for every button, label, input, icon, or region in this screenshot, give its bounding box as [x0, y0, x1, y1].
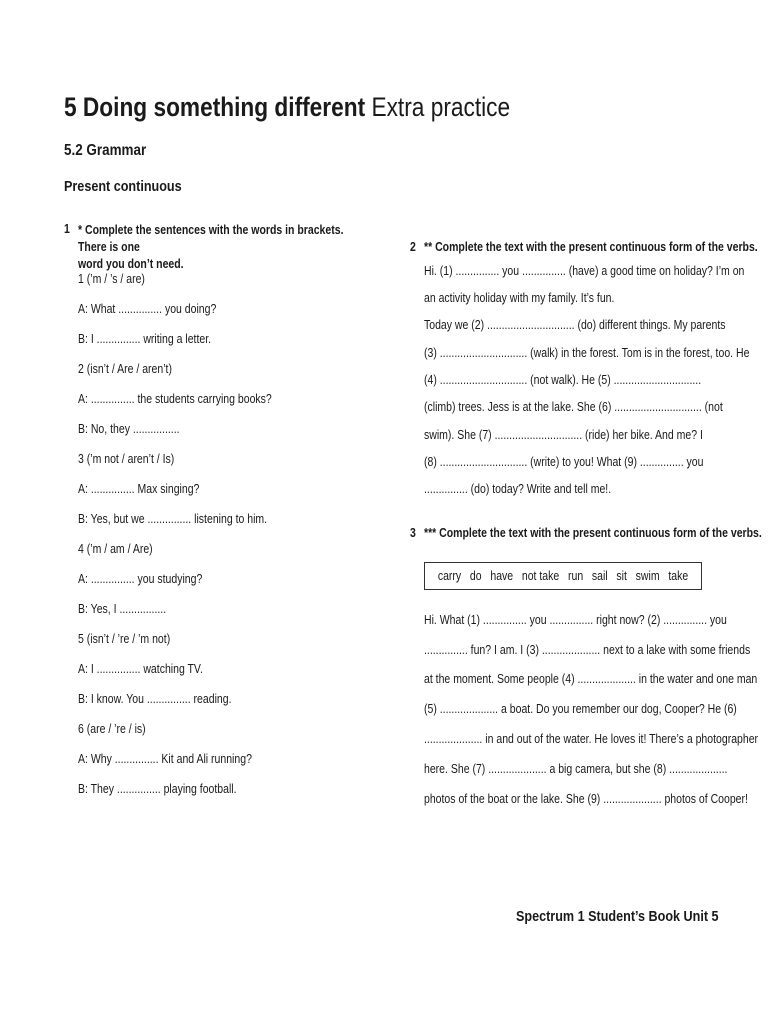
exercise-3-line: ............... fun? I am. I (3) .................... next to a lake with some friends	[424, 643, 751, 657]
exercise-1-line: B: I know. You ............... reading.	[78, 692, 232, 706]
exercise-2-line: (3) .............................. (walk) in the forest. Tom is in the forest, too. He	[424, 346, 750, 360]
exercise-2-line: ............... (do) today? Write and tell me!.	[424, 482, 612, 496]
exercise-1-line: A: Why ............... Kit and Ali running?	[78, 752, 252, 766]
exercise-2-instruction	[424, 240, 768, 254]
exercise-2-number-text: 2	[410, 240, 416, 254]
page-footer-text: Spectrum 1 Student’s Book Unit 5	[516, 908, 719, 925]
exercise-1-line: A: I ............... watching TV.	[78, 662, 203, 676]
exercise-3-line: at the moment. Some people (4) .................... in the water and one man	[424, 672, 758, 686]
title-bold-part: 5 Doing something different	[64, 92, 366, 122]
exercise-1-line: A: ............... Max singing?	[78, 482, 200, 496]
exercise-3-line: Hi. What (1) ............... you ............... right now? (2) ............... you	[424, 613, 727, 627]
exercise-2-number	[410, 240, 417, 254]
exercise-1-instruction	[78, 222, 418, 273]
exercise-3-instruction	[424, 526, 768, 540]
exercise-3-line: .................... in and out of the water. He loves it! There’s a photographer	[424, 732, 759, 746]
exercise-2-line: swim). She (7) .............................. (ride) her bike. And me? I	[424, 428, 703, 442]
exercise-1-line: 2 (isn’t / Are / aren’t)	[78, 362, 172, 376]
word-box	[424, 562, 702, 590]
exercise-2-line: Today we (2) .............................. (do) different things. My parents	[424, 318, 726, 332]
exercise-1-line: 5 (isn’t / ’re / ’m not)	[78, 632, 171, 646]
exercise-1-line: B: Yes, I ................	[78, 602, 167, 616]
word-box-words: carry do have not take run sail sit swim take	[437, 569, 689, 583]
exercise-1-line: B: They ............... playing football.	[78, 782, 237, 796]
page-title	[64, 92, 595, 123]
exercise-1-instruction-line-1: * Complete the sentences with the words in brackets. There is one	[78, 223, 344, 254]
exercise-2-line: Hi. (1) ............... you ............... (have) a good time on holiday? I’m on	[424, 264, 745, 278]
exercise-1-instruction-line-2: word you don’t need.	[78, 257, 184, 271]
exercise-2-line: (4) .............................. (not walk). He (5) ..............................	[424, 373, 702, 387]
exercise-1-line: A: ............... the students carrying books?	[78, 392, 272, 406]
title-regular-part: Extra practice	[371, 92, 511, 122]
exercise-2-line: an activity holiday with my family. It’s fun.	[424, 291, 615, 305]
exercise-1-line: 6 (are / ’re / is)	[78, 722, 146, 736]
exercise-3-number	[410, 526, 417, 540]
page-footer	[516, 908, 757, 925]
exercise-3-line: photos of the boat or the lake. She (9) .................... photos of Cooper!	[424, 792, 748, 806]
exercise-3-line: (5) .................... a boat. Do you remember our dog, Cooper? He (6)	[424, 702, 737, 716]
exercise-2-instruction-text: ** Complete the text with the present continuous form of the verbs.	[424, 240, 758, 254]
exercise-1-number	[64, 222, 71, 236]
grammar-topic	[64, 178, 204, 195]
exercise-1-line: B: No, they ................	[78, 422, 180, 436]
exercise-1-line: B: Yes, but we ............... listening to him.	[78, 512, 268, 526]
exercise-1-line: 3 (’m not / aren’t / Is)	[78, 452, 175, 466]
exercise-1-line: 4 (’m / am / Are)	[78, 542, 153, 556]
exercise-3-number-text: 3	[410, 526, 416, 540]
exercise-2-line: (8) .............................. (write) to you! What (9) ............... you	[424, 455, 704, 469]
section-subtitle-text: 5.2 Grammar	[64, 142, 147, 159]
exercise-1-line: A: What ............... you doing?	[78, 302, 217, 316]
exercise-3-line: here. She (7) .................... a big camera, but she (8) ....................	[424, 762, 728, 776]
exercise-1-line: B: I ............... writing a letter.	[78, 332, 212, 346]
exercise-3-instruction-text: *** Complete the text with the present continuous form of the verbs.	[424, 526, 762, 540]
exercise-2-line: (climb) trees. Jess is at the lake. She (6) .............................. (not	[424, 400, 723, 414]
exercise-1-line: A: ............... you studying?	[78, 572, 203, 586]
exercise-1-line: 1 (’m / ’s / are)	[78, 272, 145, 286]
section-subtitle	[64, 142, 162, 160]
exercise-1-number-text: 1	[64, 222, 70, 236]
grammar-topic-text: Present continuous	[64, 178, 182, 195]
